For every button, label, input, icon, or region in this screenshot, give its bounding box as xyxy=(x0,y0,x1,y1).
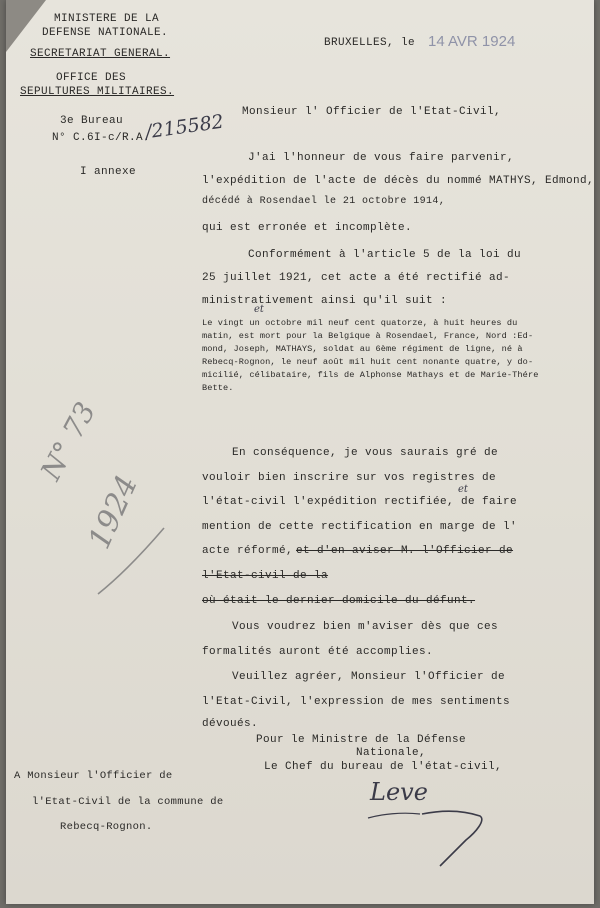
text-line: vouloir bien inscrire sur vos registres de xyxy=(202,472,497,484)
folded-corner xyxy=(6,0,46,52)
text-line: dévoués. xyxy=(202,718,259,730)
struck-text: et d'en aviser M. l'Officier de xyxy=(296,545,514,557)
inserted-word: et xyxy=(458,484,468,495)
margin-note-year: 1924 xyxy=(82,470,146,555)
text-line: Le vingt un octobre mil neuf cent quatorze, à huit heures du xyxy=(202,318,518,328)
letterhead-defense: DEFENSE NATIONALE. xyxy=(42,27,169,39)
signature: Leve xyxy=(370,778,428,806)
date-stamp: 14 AVR 1924 xyxy=(428,33,516,50)
text-line: décédé à Rosendael le 21 octobre 1914, xyxy=(202,196,446,207)
text-line: mention de cette rectification en marge de l' xyxy=(202,521,518,533)
text-line: Pour le Ministre de la Défense xyxy=(256,734,467,746)
margin-pencil-stroke xyxy=(92,520,172,600)
text-line: Bette. xyxy=(202,383,234,393)
struck-text: où était le dernier domicile du défunt. xyxy=(202,595,476,607)
salutation: Monsieur l' Officier de l'Etat-Civil, xyxy=(242,106,502,118)
text-line: Nationale, xyxy=(356,747,427,759)
text-line: Veuillez agréer, Monsieur l'Officier de xyxy=(232,671,506,683)
letterhead-ministry: MINISTERE DE LA xyxy=(54,13,160,25)
text-line: 25 juillet 1921, cet acte a été rectifié ad- xyxy=(202,272,511,284)
text-line: l'expédition de l'acte de décès du nommé MATHYS, Edmond, xyxy=(202,175,594,187)
text-line: Rebecq-Rognon. xyxy=(60,821,153,833)
margin-note-number: N° 73 xyxy=(34,396,103,486)
text-line: micilié, célibataire, fils de Alphonse Mathays et de Marie-Thére xyxy=(202,370,539,380)
letterhead-office: OFFICE DES xyxy=(56,72,127,84)
text-line: Conformément à l'article 5 de la loi du xyxy=(248,249,522,261)
dateline-place: BRUXELLES, le xyxy=(324,37,416,49)
signature-flourish xyxy=(362,780,502,870)
text-line: Vous voudrez bien m'aviser dès que ces xyxy=(232,621,499,633)
inserted-word: et xyxy=(254,304,264,315)
text-line: l'état-civil l'expédition rectifiée, de faire xyxy=(202,496,518,508)
text-line: matin, est mort pour la Belgique à Rosendael, France, Nord :Ed- xyxy=(202,331,534,341)
letterhead-secretariat: SECRETARIAT GENERAL. xyxy=(30,48,171,60)
text-line: A Monsieur l'Officier de xyxy=(14,770,173,782)
text-line: ministrativement ainsi qu'il suit : xyxy=(202,295,448,307)
letterhead-sepultures: SEPULTURES MILITAIRES. xyxy=(20,86,175,98)
text-line: J'ai l'honneur de vous faire parvenir, xyxy=(248,152,515,164)
text-line: mond, Joseph, MATHAYS, soldat au 6ème régiment de ligne, né à xyxy=(202,344,523,354)
text-line: Rebecq-Rognon, le neuf août mil huit cent nonante quatre, y do- xyxy=(202,357,534,367)
text-line: l'Etat-Civil, l'expression de mes sentiments xyxy=(202,696,511,708)
text-line: acte réformé, xyxy=(202,545,294,557)
text-line: Le Chef du bureau de l'état-civil, xyxy=(264,761,503,773)
text-line: qui est erronée et incomplète. xyxy=(202,222,413,234)
text-line: l'Etat-Civil de la commune de xyxy=(32,796,224,808)
bureau-label: 3e Bureau xyxy=(60,115,124,127)
annex-count: I annexe xyxy=(80,166,137,178)
text-line: En conséquence, je vous saurais gré de xyxy=(232,447,499,459)
struck-text: l'Etat-civil de la xyxy=(202,570,329,582)
reference-number: N° C.6I-c/R.A. xyxy=(52,132,151,144)
letter-page xyxy=(6,0,594,904)
reference-handwritten: /215582 xyxy=(143,110,226,144)
text-line: formalités auront été accomplies. xyxy=(202,646,434,658)
